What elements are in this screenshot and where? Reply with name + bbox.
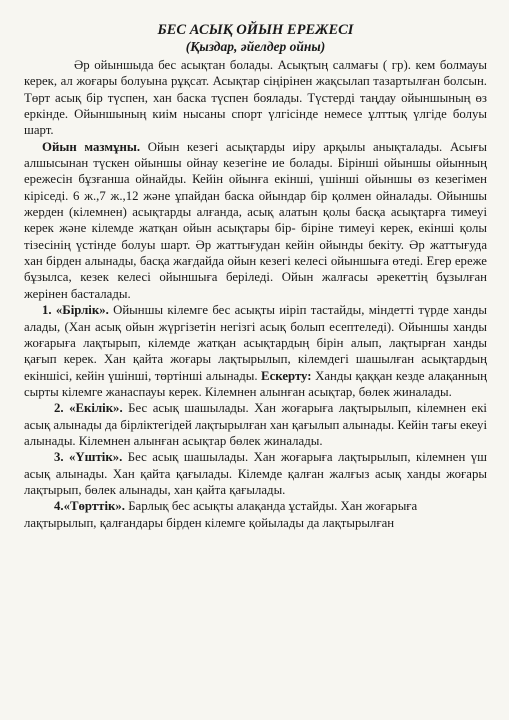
section-3-paragraph bbox=[24, 449, 487, 498]
section-4-paragraph bbox=[24, 498, 487, 531]
content-text: Ойын кезегі асықтарды иіру арқылы анықталады. Асығы алшысынан түскен ойыншы ойнау кезегіне ие болады. Бірінші ойыншы ойынның ережесін бұзғанша ойнайды. Кейін ойынға екінші, үшінші ойыншы өз кезегімен кіріседі. 6 ж.,7 ж.,12 және ұпайдан баска ойындар бір қолмен ойналады. Ойыншы жерден (кілемнен) асықтарды алғанда, асық алатын қолы басқа асықтарға тимеуі керек және кілемде жатқан ойын асықтары бір- біріне тимеуі керек, екінші қолы тізесінің үстінде болуы шарт. Әр жаттығудан кейін ойынды бекіту. Әр жаттығуда хан бірден алынады, басқа жағдайда ойын кезегі келесі ойыншыға өтеді. Егер ереже бұзылса, кезек келесі ойыншыға беріледі. Ойын жалғасы әрекеттің бұзылған жерінен басталады. bbox=[24, 139, 488, 301]
document-title: БЕС АСЫҚ ОЙЫН ЕРЕЖЕСІ bbox=[157, 22, 354, 38]
content-paragraph bbox=[24, 139, 487, 302]
section-2-heading: 2. «Екілік». bbox=[54, 401, 123, 416]
section-3-heading: 3. «Үштік». bbox=[54, 450, 123, 465]
content-heading: Ойын мазмұны. bbox=[42, 139, 141, 154]
section-2-text: Бес асық шашылады. Хан жоғарыға лақтырылып, кілемнен екі асық алынады да бірліктегідей лақтырылған хан қағылып алынады. Кейін тағы екеуі алынады. Кілемнен алынған асықтар бөлек жиналады. bbox=[24, 401, 487, 448]
section-1-text: Ойыншы кілемге бес асықты иіріп тастайды, міндетті түрде ханды алады, (Хан асық ойын жүргізетін негізгі асық болып есептеледі). Ойыншы ханды жоғарыға лақтырып, кілемде жатқан асықтардың бірін алып, лақтырған ханды қағып керек. Хан қайта жоғары лақтырылып, кілемдегі шашылған асықтардың екіншісі, кейін үшінші, төртінші алынады. bbox=[24, 303, 487, 383]
document-subtitle: (Қыздар, әйелдер ойны) bbox=[185, 39, 326, 54]
intro-paragraph: Әр ойыншыда бес асықтан болады. Асықтың салмағы ( гр). кем болмауы керек, ал жоғары болуына рұқсат. Асықтар сіңірінен жақсылап тазартылған болсын. Төрт асық бір түспен, хан баска түспен боялады. Түстерді таңдау ойыншының өз еркінде. Ойыншының киім нысаны спорт үлгісінде немесе ұлттық үлгіде болуы шарт. bbox=[24, 58, 487, 138]
section-1-paragraph bbox=[24, 302, 487, 400]
section-1-heading: 1. «Бірлік». bbox=[42, 303, 109, 318]
section-2-paragraph bbox=[24, 400, 487, 449]
section-3-text: Бес асық шашылады. Хан жоғарыға лақтырылып, кілемнен үш асық алынады. Хан қайта қағылады. Кілемде қалған жалғыз асық ханды жоғары лақтырып, бөлек алынады, хан қайта қағылады. bbox=[24, 450, 487, 497]
section-1-note-label: Ескерту: bbox=[261, 368, 312, 383]
section-4-heading: 4.«Төрттік». bbox=[54, 499, 125, 514]
section-4-text: Барлық бес асықты алақанда ұстайды. Хан жоғарыға лақтырылып, қалғандары бірден кілемге қойылады да лақтырылған bbox=[24, 499, 418, 530]
section-1-note-text: Ханды қаққан кезде алақанның сырты кілемге жанаспауы керек. Кілемнен алынған асықтар, бөлек жиналады. bbox=[24, 368, 487, 399]
